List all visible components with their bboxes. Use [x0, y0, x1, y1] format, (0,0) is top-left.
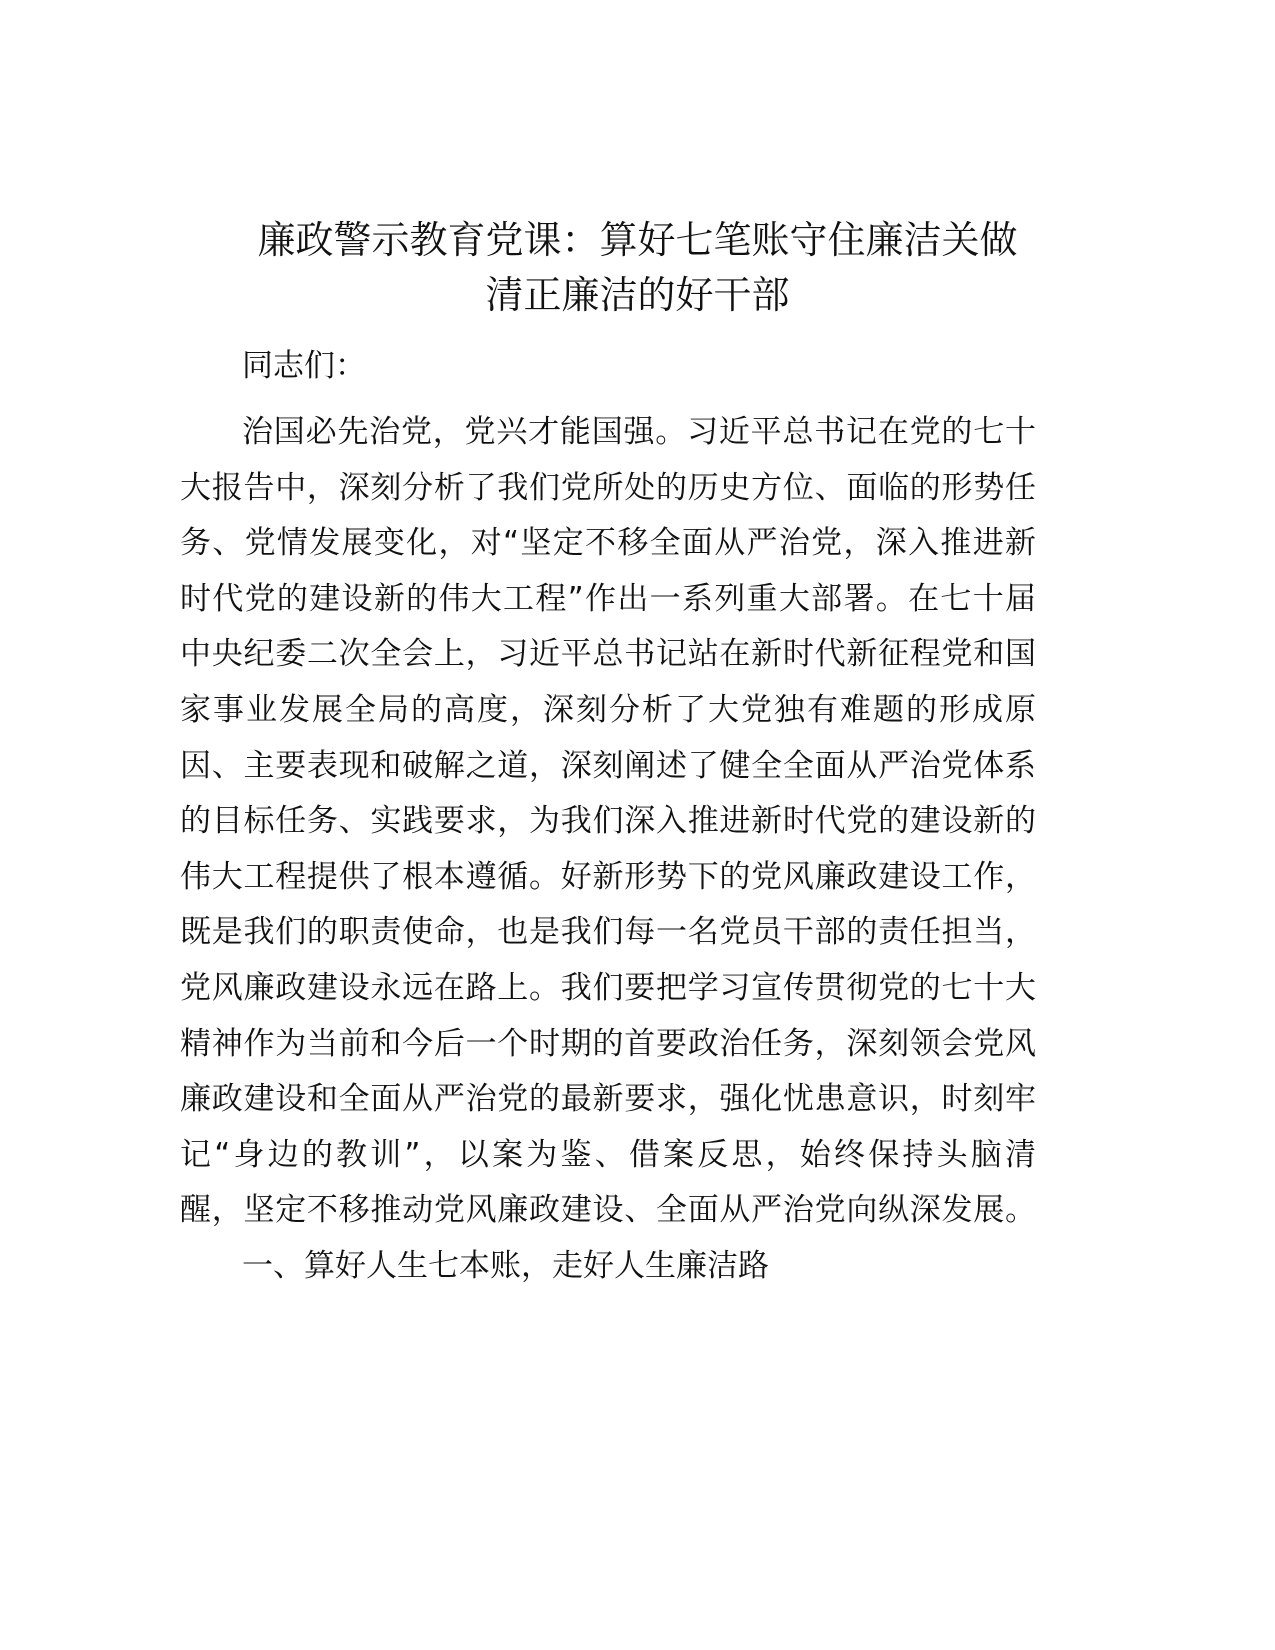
- paragraph-line: 既是我们的职责使命，也是我们每一名党员干部的责任担当，: [180, 914, 1036, 951]
- section-heading: 一、算好人生七本账，走好人生廉洁路: [242, 1248, 769, 1284]
- paragraph-line: 务、党情发展变化，对“坚定不移全面从严治党，深入推进新: [180, 525, 1036, 562]
- salutation: 同志们：: [242, 348, 366, 384]
- paragraph-line: 精神作为当前和今后一个时期的首要政治任务，深刻领会党风: [180, 1025, 1036, 1062]
- document-title-line-1: 廉政警示教育党课：算好七笔账守住廉洁关做: [257, 218, 1018, 262]
- paragraph-line: 治国必先治党，党兴才能国强。习近平总书记在党的七十: [242, 414, 1036, 450]
- paragraph-line: 时代党的建设新的伟大工程”作出一系列重大部署。在七十届: [180, 580, 1036, 617]
- body-paragraph: [180, 405, 1036, 1239]
- paragraph-line: 廉政建设和全面从严治党的最新要求，强化忧患意识，时刻牢: [180, 1081, 1036, 1118]
- document-title-line-2: 清正廉洁的好干部: [485, 273, 790, 317]
- paragraph-line: 伟大工程提供了根本遵循。好新形势下的党风廉政建设工作，: [180, 858, 1036, 895]
- paragraph-line: 家事业发展全局的高度，深刻分析了大党独有难题的形成原: [180, 691, 1036, 728]
- paragraph-line: 大报告中，深刻分析了我们党所处的历史方位、面临的形势任: [180, 469, 1036, 506]
- paragraph-line: 党风廉政建设永远在路上。我们要把学习宣传贯彻党的七十大: [180, 969, 1036, 1006]
- paragraph-line: 醒，坚定不移推动党风廉政建设、全面从严治党向纵深发展。: [180, 1192, 1036, 1229]
- paragraph-line: 的目标任务、实践要求，为我们深入推进新时代党的建设新的: [180, 803, 1036, 840]
- paragraph-line: 因、主要表现和破解之道，深刻阐述了健全全面从严治党体系: [180, 747, 1036, 784]
- paragraph-line: 中央纪委二次全会上，习近平总书记站在新时代新征程党和国: [180, 636, 1036, 673]
- paragraph-line: 记“身边的教训”，以案为鉴、借案反思，始终保持头脑清: [180, 1136, 1036, 1173]
